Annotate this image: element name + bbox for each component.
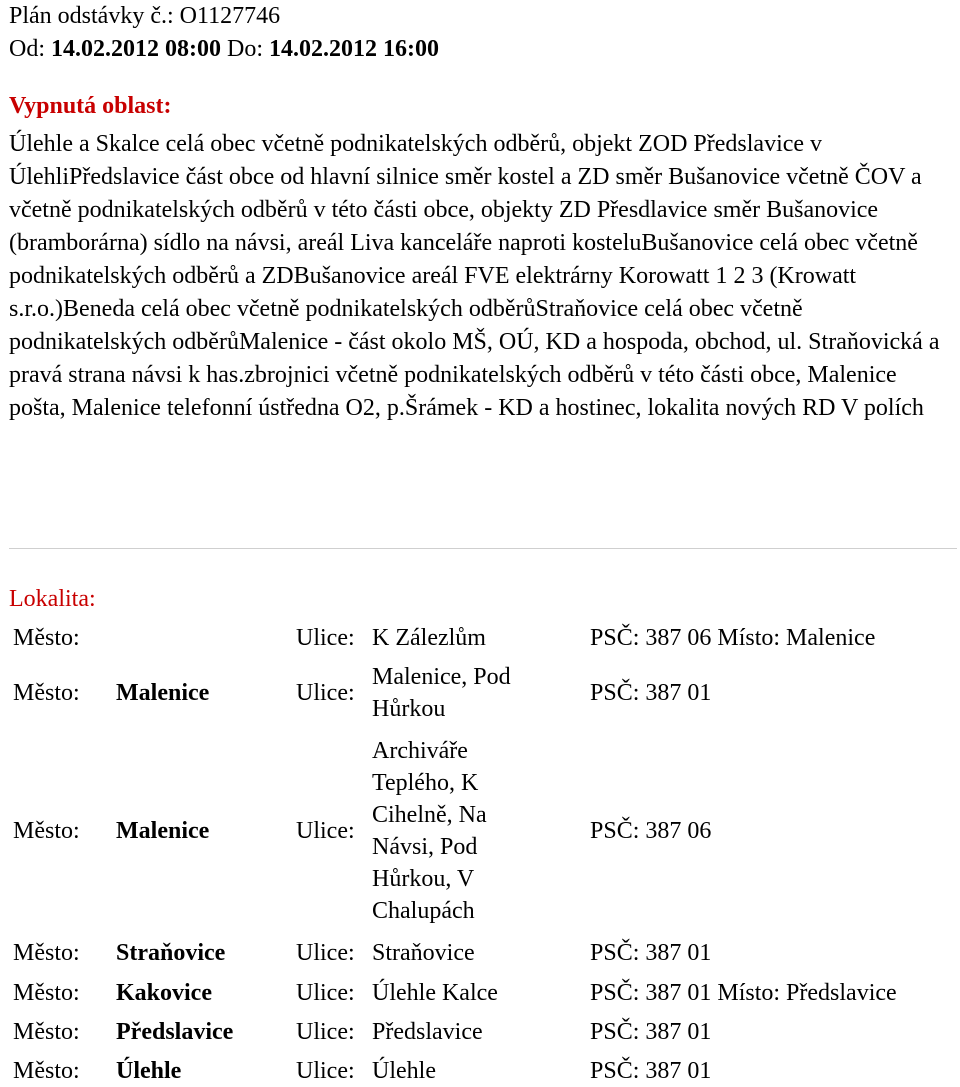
- ulice-value: Úlehle Kalce: [372, 980, 498, 1006]
- ulice-label: Ulice:: [296, 1058, 355, 1084]
- mesto-value: Předslavice: [116, 1019, 234, 1045]
- psc-value: PSČ: 387 01: [590, 680, 712, 706]
- mesto-value: Úlehle: [116, 1058, 182, 1084]
- mesto-label: Město:: [13, 680, 80, 706]
- ulice-value: Předslavice: [372, 1019, 483, 1045]
- to-label: Do:: [227, 36, 263, 62]
- mesto-label: Město:: [13, 980, 80, 1006]
- plan-label: Plán odstávky č.:: [9, 3, 174, 29]
- locality-title: Lokalita:: [9, 586, 96, 612]
- time-range: [9, 34, 439, 64]
- ulice-value: K Zálezlům: [372, 625, 486, 651]
- ulice-label: Ulice:: [296, 680, 355, 706]
- psc-value: PSČ: 387 01 Místo: Předslavice: [590, 980, 897, 1006]
- ulice-value: Archiváře Teplého, K Cihelně, Na Návsi, Pod Hůrkou, V Chalupách: [372, 738, 487, 924]
- outage-description: Úlehle a Skalce celá obec včetně podnikatelských odběrů, objekt ZOD Předslavice v ÚlehliPředslavice část obce od hlavní silnice směr kostel a ZD směr Bušanovice včetně ČOV a včetně podnikatelských odběrů v této části obce, objekty ZD Přesdlavice směr Bušanovice (bramborárna) sídlo na návsi, areál Liva kanceláře naproti kosteluBušanovice celá obec včetně podnikatelských odběrů a ZDBušanovice areál FVE elektrárny Korowatt 1 2 3 (Krowatt s.r.o.)Beneda celá obec včetně podnikatelských odběrůStraňovice celá obec včetně podnikatelských odběrůMalenice - část okolo MŠ, OÚ, KD a hospoda, obchod, ul. Straňovická a pravá strana návsi k has.zbrojnici včetně podnikatelských odběrů v této části obce, Malenice pošta, Malenice telefonní ústředna O2, p.Šrámek - KD a hostinec, lokalita nových RD V polích: [9, 131, 940, 421]
- from-label: Od:: [9, 36, 45, 62]
- mesto-value: Kakovice: [116, 980, 212, 1006]
- outage-title: Vypnutá oblast:: [9, 93, 172, 119]
- ulice-label: Ulice:: [296, 980, 355, 1006]
- ulice-value: Malenice, Pod Hůrkou: [372, 664, 511, 722]
- mesto-label: Město:: [13, 940, 80, 966]
- ulice-label: Ulice:: [296, 1019, 355, 1045]
- from-value: 14.02.2012 08:00: [51, 36, 221, 62]
- psc-value: PSČ: 387 06 Místo: Malenice: [590, 625, 876, 651]
- to-value: 14.02.2012 16:00: [269, 36, 439, 62]
- section-divider: [9, 548, 957, 549]
- ulice-label: Ulice:: [296, 818, 355, 844]
- mesto-value: Malenice: [116, 818, 210, 844]
- ulice-value: Úlehle: [372, 1058, 436, 1084]
- psc-value: PSČ: 387 01: [590, 940, 712, 966]
- mesto-value: Malenice: [116, 680, 210, 706]
- mesto-label: Město:: [13, 625, 80, 651]
- ulice-label: Ulice:: [296, 940, 355, 966]
- mesto-label: Město:: [13, 1019, 80, 1045]
- plan-heading: [9, 1, 280, 31]
- mesto-value: Straňovice: [116, 940, 226, 966]
- ulice-label: Ulice:: [296, 625, 355, 651]
- mesto-label: Město:: [13, 818, 80, 844]
- psc-value: PSČ: 387 01: [590, 1058, 712, 1084]
- plan-number: O1127746: [179, 3, 281, 29]
- mesto-label: Město:: [13, 1058, 80, 1084]
- psc-value: PSČ: 387 01: [590, 1019, 712, 1045]
- ulice-value: Straňovice: [372, 940, 475, 966]
- psc-value: PSČ: 387 06: [590, 818, 712, 844]
